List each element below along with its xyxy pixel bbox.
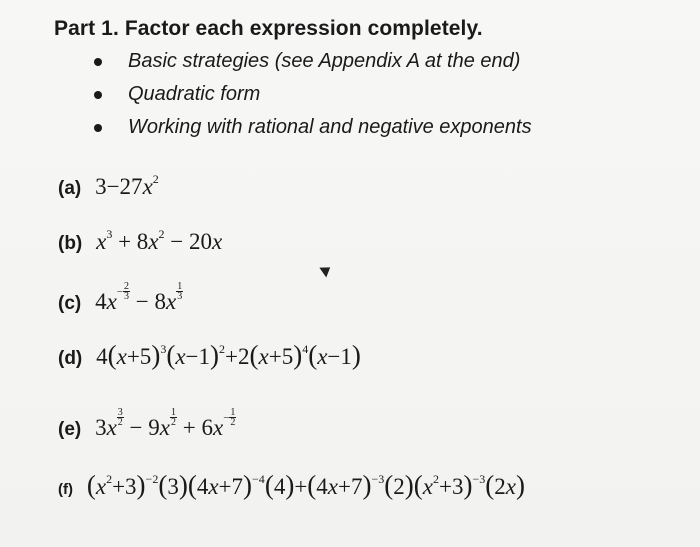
page-heading: Part 1. Factor each expression completely. [54, 17, 483, 40]
strategy-item: Quadratic form [90, 79, 532, 112]
problem-label: (c) [58, 293, 82, 314]
problem-label: (b) [58, 233, 83, 254]
problem-expression: $(x^2+3)^{-2}(3)(4x+7)^{-4}(4)+(4x+7)^{-3}(2)(x^2+3)^{-3}(2x)$ [86, 470, 525, 500]
problem-e [58, 408, 236, 441]
problem-expression: 3x $\frac{3}{2}$ − 9x $\frac{1}{2}$ + 6x− $\frac{1}{2}$ [95, 407, 236, 440]
problem-d [58, 340, 361, 371]
mouse-pointer-icon [319, 263, 333, 278]
bullet-icon [94, 58, 102, 66]
bullet-icon [94, 124, 102, 132]
problem-c [58, 282, 183, 315]
problem-label: (f) [58, 481, 73, 498]
problem-f [58, 470, 525, 501]
problem-a [58, 172, 159, 200]
bullet-icon [94, 91, 102, 99]
problem-expression: $4(x+5)^3(x-1)^2+2(x+5)^4(x-1)$ [96, 340, 361, 370]
strategy-list [90, 46, 532, 145]
problem-label: (e) [58, 419, 82, 440]
problem-label: (a) [58, 178, 82, 199]
problem-expression: $x^3 + 8x^2 - 20x$ [96, 227, 223, 254]
strategy-item: Working with rational and negative exponents [90, 112, 532, 145]
problem-b [58, 227, 222, 255]
problem-expression: 4x− $\frac{2}{3}$ − 8x $\frac{1}{3}$ [95, 281, 183, 314]
problem-expression: $3-27x^2$ [95, 172, 159, 199]
problem-label: (d) [58, 348, 83, 369]
strategy-item: Basic strategies (see Appendix A at the end) [90, 46, 532, 79]
